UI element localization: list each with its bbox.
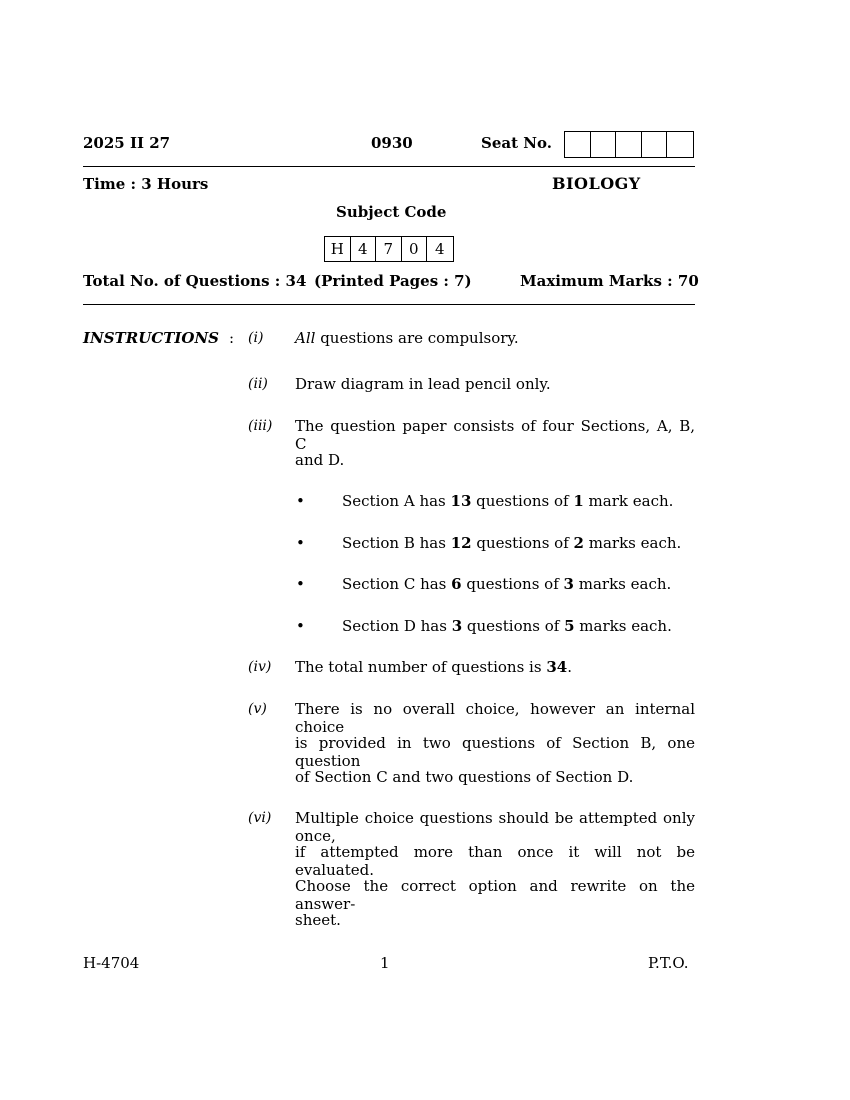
header-divider-bottom <box>83 304 695 305</box>
instruction-number: (ii) <box>248 376 268 392</box>
footer-paper-code: H-4704 <box>83 954 140 972</box>
instruction-line: is provided in two questions of Section B, one question <box>295 734 695 770</box>
printed-pages: (Printed Pages : 7) <box>314 272 472 290</box>
subject-name: BIOLOGY <box>552 174 641 193</box>
page-number: 1 <box>380 954 390 972</box>
seat-label: Seat No. <box>481 134 552 152</box>
exam-time: Time : 3 Hours <box>83 175 209 193</box>
instruction-line: of Section C and two questions of Section D. <box>295 768 634 786</box>
subject-code-char: 4 <box>434 240 445 258</box>
section-b-line: Section B has 12 questions of 2 marks each. <box>342 534 682 552</box>
subject-code-char: H <box>325 237 351 261</box>
seat-box[interactable] <box>591 132 617 157</box>
instruction-number: (v) <box>248 701 267 717</box>
instruction-line: and D. <box>295 451 345 469</box>
instruction-number: (iv) <box>248 659 272 675</box>
bullet-icon: • <box>296 617 305 635</box>
instruction-number: (vi) <box>248 810 272 826</box>
instructions-label: INSTRUCTIONS <box>83 329 219 347</box>
instructions-colon: : <box>229 329 235 347</box>
bullet-icon: • <box>296 575 305 593</box>
instruction-text <box>295 329 519 347</box>
instruction-emphasis: All <box>295 329 316 347</box>
header-divider <box>83 166 695 167</box>
seat-box[interactable] <box>616 132 642 157</box>
instruction-line: if attempted more than once it will not be evaluated. <box>295 843 695 879</box>
instruction-line: Multiple choice questions should be attempted only once, <box>295 809 695 845</box>
subject-code-char: 4 <box>351 237 377 261</box>
seat-box[interactable] <box>667 132 693 157</box>
instruction-text-rest: questions are compulsory. <box>315 329 519 347</box>
instruction-text: Draw diagram in lead pencil only. <box>295 375 551 393</box>
section-c-line: Section C has 6 questions of 3 marks each. <box>342 575 672 593</box>
section-d-line: Section D has 3 questions of 5 marks each. <box>342 617 672 635</box>
maximum-marks: Maximum Marks : 70 <box>520 272 699 290</box>
subject-code-boxes <box>324 236 454 262</box>
bullet-icon: • <box>296 492 305 510</box>
pto-label: P.T.O. <box>648 954 689 972</box>
subject-code-char: 0 <box>402 237 428 261</box>
date-code: 2025 II 27 <box>83 134 171 152</box>
subject-code-char: 7 <box>376 237 402 261</box>
instruction-number: (i) <box>248 330 264 346</box>
instruction-line: sheet. <box>295 911 341 929</box>
instruction-line: Choose the correct option and rewrite on the answer- <box>295 877 695 913</box>
seat-box[interactable] <box>642 132 668 157</box>
bullet-icon: • <box>296 534 305 552</box>
time-code: 0930 <box>371 134 413 152</box>
instruction-line: There is no overall choice, however an internal choice <box>295 700 695 736</box>
instruction-number: (iii) <box>248 418 273 434</box>
instruction-text: The total number of questions is 34. <box>295 658 572 676</box>
seat-number-boxes[interactable] <box>564 131 694 158</box>
subject-code-label: Subject Code <box>336 203 447 221</box>
section-a-line: Section A has 13 questions of 1 mark each. <box>342 492 674 510</box>
seat-box[interactable] <box>565 132 591 157</box>
instruction-line: The question paper consists of four Sections, A, B, C <box>295 417 695 453</box>
total-questions: Total No. of Questions : 34 <box>83 272 307 290</box>
